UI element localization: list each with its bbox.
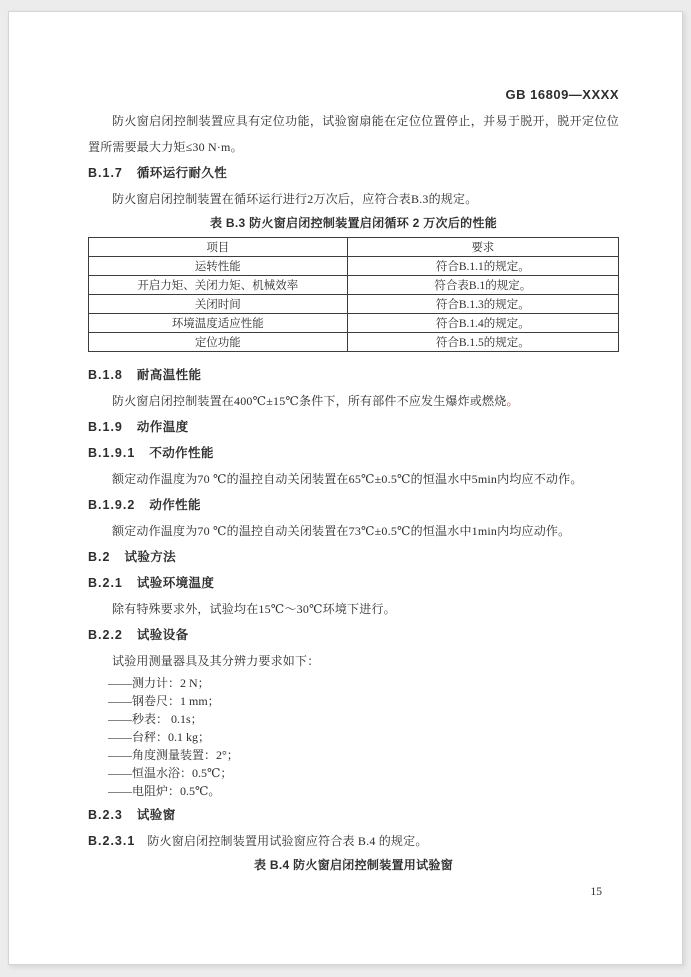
list-item: ——恒温水浴：0.5℃； <box>108 766 233 780</box>
cell-item: 关闭时间 <box>89 295 348 314</box>
cell-item: 运转性能 <box>89 257 348 276</box>
clause-number: B.2.3 <box>88 808 123 822</box>
list-item: ——角度测量装置：2°； <box>108 748 239 762</box>
paragraph-b-2-1: 除有特殊要求外，试验均在15℃～30℃环境下进行。 <box>112 602 396 616</box>
clause-title: 耐高温性能 <box>136 368 202 382</box>
clause-title: 试验窗 <box>136 808 176 822</box>
table-row <box>89 314 619 333</box>
clause-title: 动作性能 <box>149 498 201 512</box>
clause-number: B.1.8 <box>88 368 123 382</box>
clause-number: B.2.2 <box>88 628 123 642</box>
table-row <box>89 257 619 276</box>
cell-item: 环境温度适应性能 <box>89 314 348 333</box>
clause-title: 动作温度 <box>136 420 189 434</box>
paragraph-text: 防火窗启闭控制装置在400℃±15℃条件下，所有部件不应发生爆炸或燃烧 <box>112 394 507 408</box>
list-item: ——测力计：2 N； <box>108 676 210 690</box>
clause-number: B.1.9.1 <box>88 446 136 460</box>
cell-item: 开启力矩、关闭力矩、机械效率 <box>89 276 348 295</box>
paragraph-b-2-3-1 <box>88 828 619 854</box>
section-heading-b-1-9-1 <box>88 440 619 466</box>
section-heading-b-1-7 <box>88 160 619 186</box>
table-row <box>89 333 619 352</box>
clause-title: 不动作性能 <box>149 446 214 460</box>
clause-number: B.2.3.1 <box>88 834 136 848</box>
cell-requirement: 符合B.1.4的规定。 <box>347 314 618 333</box>
cell-requirement: 符合B.1.1的规定。 <box>347 257 618 276</box>
clause-number: B.1.9 <box>88 420 123 434</box>
column-header-requirement: 要求 <box>347 238 618 257</box>
red-period-mark: 。 <box>506 394 519 408</box>
list-item: ——电阻炉：0.5℃。 <box>108 784 221 798</box>
clause-title: 循环运行耐久性 <box>136 166 228 180</box>
table-row <box>89 276 619 295</box>
cell-requirement: 符合表B.1的规定。 <box>347 276 618 295</box>
paragraph-b-2-2: 试验用测量器具及其分辨力要求如下： <box>112 654 320 668</box>
document-page <box>8 11 683 965</box>
column-header-item: 项目 <box>89 238 348 257</box>
section-heading-b-1-8 <box>88 362 619 388</box>
cell-requirement: 符合B.1.5的规定。 <box>347 333 618 352</box>
table-header-row <box>89 238 619 257</box>
paragraph-text: 防火窗启闭控制装置用试验窗应符合表 B.4 的规定。 <box>147 834 428 848</box>
section-heading-b-2-1 <box>88 570 619 596</box>
equipment-list <box>88 674 619 800</box>
section-heading-b-1-9-2 <box>88 492 619 518</box>
standard-code-header: GB 16809—XXXX <box>505 87 619 102</box>
clause-title: 试验设备 <box>136 628 189 642</box>
clause-title: 试验环境温度 <box>136 576 215 590</box>
page-content <box>9 12 682 905</box>
section-heading-b-1-9 <box>88 414 619 440</box>
clause-number: B.1.7 <box>88 166 123 180</box>
table-b3-caption: 表 B.3 防火窗启闭控制装置启闭循环 2 万次后的性能 <box>209 216 498 230</box>
intro-paragraph: 防火窗启闭控制装置应具有定位功能，试验窗扇能在定位位置停止，并易于脱开，脱开定位位置所需要最大力矩≤30 N·m。 <box>88 114 619 154</box>
clause-title: 试验方法 <box>124 550 177 564</box>
section-heading-b-2-3 <box>88 802 619 828</box>
list-item: ——台秤：0.1 kg； <box>108 730 211 744</box>
section-heading-b-2 <box>88 544 619 570</box>
cell-item: 定位功能 <box>89 333 348 352</box>
list-item: ——钢卷尺：1 mm； <box>108 694 220 708</box>
table-row <box>89 295 619 314</box>
cell-requirement: 符合B.1.3的规定。 <box>347 295 618 314</box>
clause-number: B.1.9.2 <box>88 498 136 512</box>
section-heading-b-2-2 <box>88 622 619 648</box>
paragraph-b-1-9-2: 额定动作温度为70 ℃的温控自动关闭装置在73℃±0.5℃的恒温水中1min内均应动作。 <box>112 524 571 538</box>
paragraph-b-1-8 <box>88 388 619 414</box>
clause-number: B.2 <box>88 550 111 564</box>
paragraph-b-1-9-1: 额定动作温度为70 ℃的温控自动关闭装置在65℃±0.5℃的恒温水中5min内均应不动作。 <box>112 472 583 486</box>
table-b3 <box>88 237 619 352</box>
paragraph-b-1-7: 防火窗启闭控制装置在循环运行进行2万次后，应符合表B.3的规定。 <box>112 192 478 206</box>
clause-number: B.2.1 <box>88 576 123 590</box>
list-item: ——秒表： 0.1s； <box>108 712 203 726</box>
table-b4-caption: 表 B.4 防火窗启闭控制装置用试验窗 <box>253 858 454 872</box>
page-number: 15 <box>590 886 602 898</box>
